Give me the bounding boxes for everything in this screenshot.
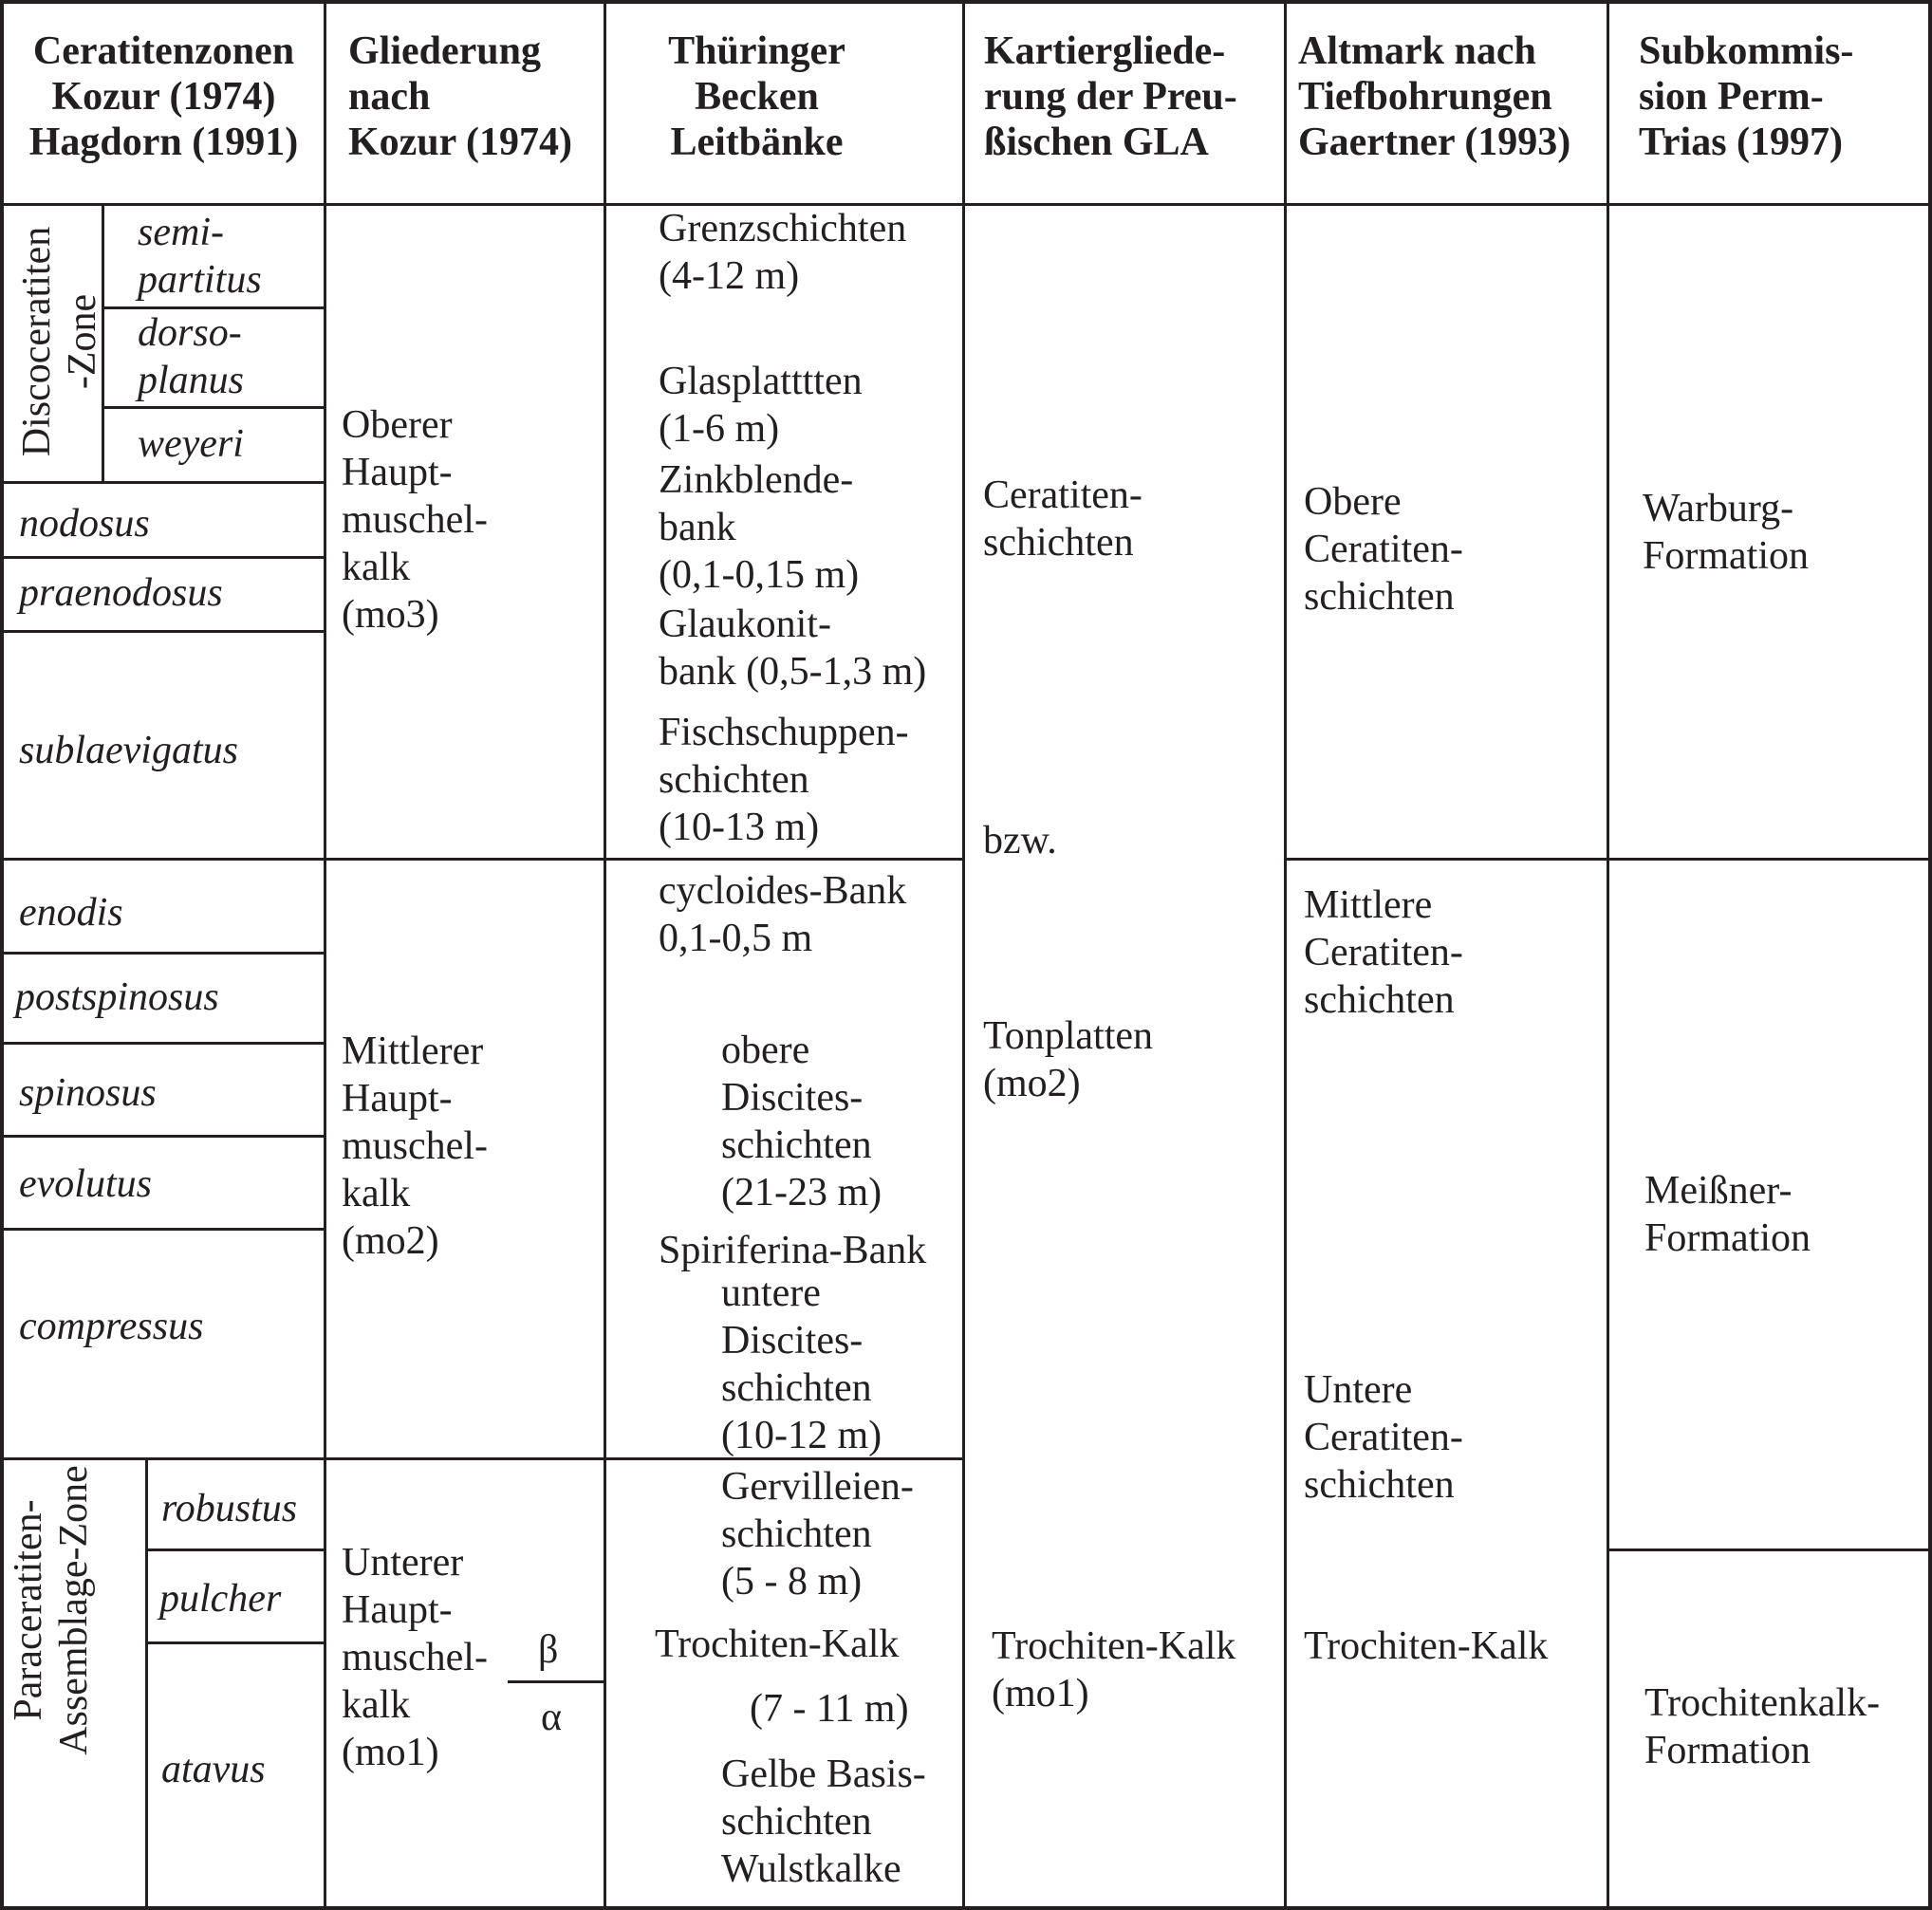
frame-top	[0, 0, 1932, 4]
line-praenodosus	[0, 630, 325, 633]
zone-discoceratiten: Discoceratiten -Zone	[15, 226, 104, 457]
altmark-divider	[1284, 858, 1932, 861]
line-enodis	[0, 952, 325, 955]
gliederung-beta: β	[538, 1628, 559, 1672]
altmark-mittlere: Mittlere Ceratiten- schichten	[1304, 883, 1463, 1022]
zone-praenodosus: praenodosus	[19, 571, 223, 615]
leitbank-trochiten-kalk-m: (7 - 11 m)	[750, 1687, 909, 1731]
gliederung-mo3: Oberer Haupt- muschel- kalk (mo3)	[342, 403, 488, 637]
zone-dorsoplanus: dorso- planus	[138, 311, 245, 402]
kartier-bzw: bzw.	[983, 819, 1057, 862]
kartier-ceratitenschichten: Ceratiten- schichten	[983, 473, 1142, 565]
boundary-mo3-mo2	[0, 858, 964, 861]
leitbank-gelbe-basis: Gelbe Basis- schichten Wulstkalke	[721, 1752, 926, 1891]
leitbank-spiriferina: Spiriferina-Bank	[659, 1229, 927, 1272]
frame-bottom	[0, 1906, 1932, 1910]
line-pulcher	[145, 1641, 325, 1644]
zone-compressus: compressus	[19, 1305, 204, 1348]
gliederung-mo2: Mittlerer Haupt- muschel- kalk (mo2)	[342, 1029, 488, 1263]
header-kartiergliederung: Kartiergliede- rung der Preu- ßischen GLA	[984, 29, 1237, 164]
zone-semipartitus: semi- partitus	[138, 211, 262, 302]
header-altmark: Altmark nach Tiefbohrungen Gaertner (1993)	[1298, 29, 1571, 164]
line-spinosus	[0, 1135, 325, 1138]
zone-nodosus: nodosus	[19, 502, 150, 546]
paraceratiten-divider	[145, 1457, 148, 1910]
col-divider-4	[1284, 0, 1287, 1910]
line-evolutus	[0, 1228, 325, 1231]
beta-alpha-divider	[508, 1680, 604, 1683]
subkommission-warburg: Warburg- Formation	[1643, 487, 1809, 578]
gliederung-mo1: Unterer Haupt- muschel- kalk (mo1)	[342, 1541, 488, 1774]
altmark-untere: Untere Ceratiten- schichten	[1304, 1368, 1463, 1507]
leitbank-gervilleien: Gervilleien- schichten (5 - 8 m)	[721, 1465, 914, 1604]
zone-evolutus: evolutus	[19, 1162, 152, 1206]
gliederung-alpha: α	[541, 1696, 563, 1739]
zone-spinosus: spinosus	[19, 1071, 157, 1115]
leitbank-zinkblende: Zinkblende- bank (0,1-0,15 m)	[659, 458, 860, 597]
kartier-trochiten-kalk: Trochiten-Kalk (mo1)	[992, 1624, 1236, 1715]
line-postspinosus	[0, 1042, 325, 1045]
leitbank-grenzschichten: Grenzschichten (4-12 m)	[659, 207, 907, 298]
header-thueringer-becken: Thüringer Becken Leitbänke	[668, 29, 845, 164]
header-gliederung: Gliederung nach Kozur (1974)	[348, 29, 573, 164]
col-divider-1	[324, 0, 326, 1910]
line-robustus	[145, 1548, 325, 1551]
leitbank-cycloides: cycloides-Bank 0,1-0,5 m	[659, 869, 907, 960]
leitbank-glasplatten: Glasplatttten (1-6 m)	[659, 360, 863, 451]
altmark-trochiten-kalk: Trochiten-Kalk	[1304, 1624, 1549, 1668]
line-nodosus	[0, 556, 325, 559]
line-dorsoplanus	[102, 406, 325, 409]
zone-robustus: robustus	[161, 1487, 298, 1530]
zone-atavus: atavus	[161, 1748, 266, 1791]
col-divider-2	[604, 0, 606, 1910]
leitbank-trochiten-kalk: Trochiten-Kalk	[655, 1623, 900, 1666]
altmark-obere: Obere Ceratiten- schichten	[1304, 480, 1463, 619]
col-divider-3	[962, 0, 965, 1910]
subkommission-meissner: Meißner- Formation	[1644, 1169, 1811, 1260]
zone-paraceratiten: Paraceratiten- Assemblage-Zone	[7, 1465, 96, 1755]
zone-pulcher: pulcher	[159, 1577, 282, 1621]
frame-right	[1928, 0, 1932, 1910]
subkommission-divider	[1607, 1548, 1932, 1551]
leitbank-obere-discites: obere Discites- schichten (21-23 m)	[721, 1029, 882, 1215]
leitbank-glaukonit: Glaukonit- bank (0,5-1,3 m)	[659, 603, 927, 694]
zone-postspinosus: postspinosus	[15, 975, 219, 1019]
header-subkommission: Subkommis- sion Perm- Trias (1997)	[1639, 29, 1854, 164]
leitbank-fischschuppen: Fischschuppen- schichten (10-13 m)	[659, 711, 909, 849]
col-divider-5	[1607, 0, 1609, 1910]
zone-sublaevigatus: sublaevigatus	[19, 729, 238, 772]
frame-left	[0, 0, 4, 1910]
header-divider	[0, 203, 1932, 206]
kartier-tonplatten: Tonplatten (mo2)	[983, 1014, 1154, 1105]
leitbank-untere-discites: untere Discites- schichten (10-12 m)	[721, 1271, 882, 1457]
zone-enodis: enodis	[19, 891, 123, 935]
subkommission-trochitenkalk: Trochitenkalk- Formation	[1644, 1681, 1881, 1772]
header-ceratitenzonen: Ceratitenzonen Kozur (1974) Hagdorn (1991)	[28, 29, 299, 164]
zone-weyeri: weyeri	[138, 422, 244, 466]
